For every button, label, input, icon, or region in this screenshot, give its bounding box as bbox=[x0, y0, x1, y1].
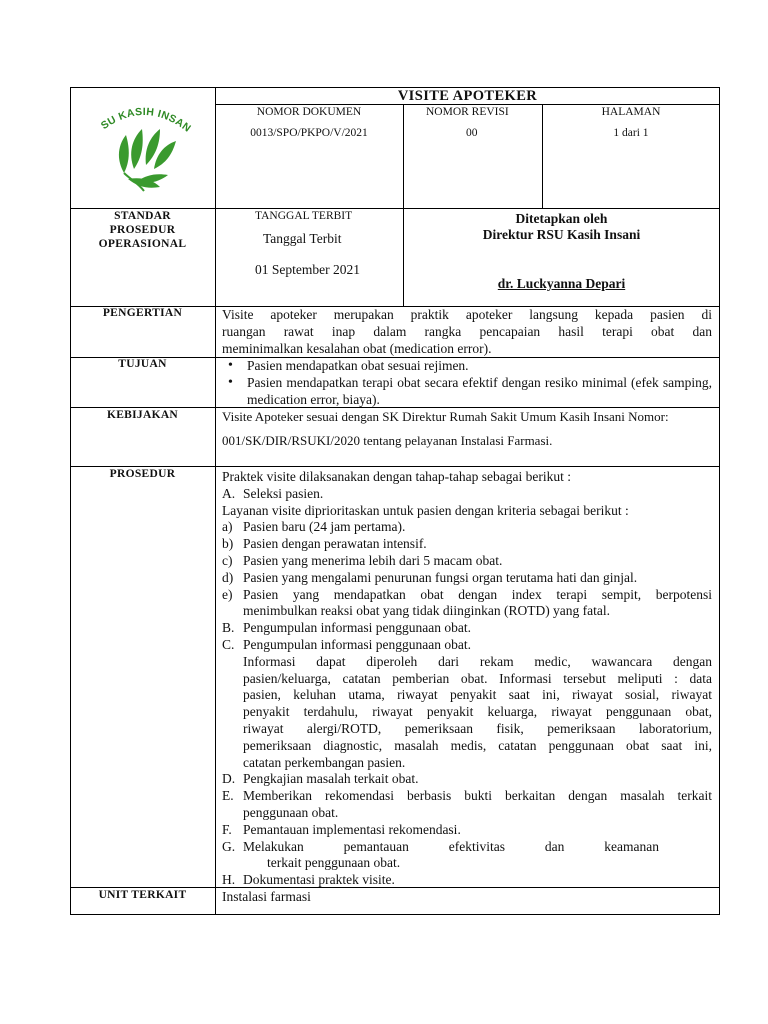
criteria-marker: b) bbox=[222, 536, 234, 552]
detail-line: Informasi dapat diperoleh dari rekam medic, wawancara dengan bbox=[243, 653, 712, 669]
list-item: • Pasien mendapatkan obat sesuai rejimen. bbox=[222, 358, 712, 375]
step-marker: G. bbox=[222, 838, 236, 854]
detail-line: pemeriksaan diagnostic, masalah medis, catatan penggunaan obat saat ini, bbox=[243, 737, 712, 753]
detail-line: catatan perkembangan pasien. bbox=[243, 754, 406, 770]
step-text-cont: penggunaan obat. bbox=[243, 804, 339, 820]
detail-line: pasien/keluarga, catatan pemberian obat. Informasi tersebut meliputi : data bbox=[243, 670, 712, 686]
logo-leaf-icon bbox=[94, 99, 194, 199]
tujuan-label: TUJUAN bbox=[118, 358, 167, 370]
prosedur-layanan: Layanan visite diprioritaskan untuk pasien dengan kriteria sebagai berikut : bbox=[222, 502, 629, 518]
pengertian-line: Visite apoteker merupakan praktik apoteker langsung kepada pasien di bbox=[222, 307, 712, 322]
unit-terkait-label: UNIT TERKAIT bbox=[98, 889, 187, 901]
step-text-cont: terkait penggunaan obat. bbox=[267, 855, 401, 871]
logo-text: SU KASIH INSAN bbox=[98, 105, 194, 135]
step-marker: F. bbox=[222, 821, 232, 837]
step-text: Pengkajian masalah terkait obat. bbox=[243, 771, 419, 787]
pengertian-label: PENGERTIAN bbox=[102, 307, 183, 319]
detail-line: penyakit terdahulu, riwayat penyakit keluarga, riwayat penggunaan obat, bbox=[243, 704, 712, 720]
pengertian-text bbox=[222, 307, 712, 357]
step-marker: E. bbox=[222, 788, 234, 804]
ditetapkan-line1: Ditetapkan oleh bbox=[515, 211, 608, 226]
hospital-logo bbox=[94, 99, 194, 199]
step-text: Pemantauan implementasi rekomendasi. bbox=[243, 821, 461, 837]
step-text: Pengumpulan informasi penggunaan obat. bbox=[243, 620, 471, 636]
step-text: Seleksi pasien. bbox=[243, 485, 324, 501]
step-c-detail bbox=[243, 654, 712, 772]
step-text: Dokumentasi praktek visite. bbox=[243, 872, 395, 888]
kebijakan-line1: Visite Apoteker sesuai dengan SK Direktur Rumah Sakit Umum Kasih Insani Nomor: bbox=[222, 409, 669, 424]
row-divider bbox=[70, 208, 720, 209]
tujuan-list bbox=[222, 358, 712, 408]
step-text: Pengumpulan informasi penggunaan obat. bbox=[243, 637, 471, 652]
tanggal-terbit-sub: Tanggal Terbit bbox=[263, 231, 342, 246]
nomor-dokumen-value: 0013/SPO/PKPO/V/2021 bbox=[250, 127, 368, 139]
criteria-text: Pasien yang mengalami penurunan fungsi organ terutama hati dan ginjal. bbox=[243, 569, 638, 585]
criteria-text: Pasien yang mendapatkan obat dengan index terapi sempit, berpotensi bbox=[243, 586, 712, 602]
halaman-label: HALAMAN bbox=[601, 106, 661, 118]
nomor-revisi-label: NOMOR REVISI bbox=[426, 106, 509, 118]
signatory-name: dr. Luckyanna Depari bbox=[497, 276, 626, 291]
spo-label-line2: PROSEDUR bbox=[109, 224, 176, 236]
row-divider bbox=[70, 887, 720, 888]
step-marker: H. bbox=[222, 872, 236, 888]
kebijakan-label: KEBIJAKAN bbox=[106, 409, 179, 421]
sop-document bbox=[70, 87, 720, 915]
step-marker: B. bbox=[222, 620, 235, 636]
step-text: Melakukan pemantauan efektivitas dan keamanan bbox=[243, 838, 659, 854]
detail-line: pasien, keluhan utama, riwayat penyakit saat ini, riwayat sosial, riwayat bbox=[243, 687, 712, 703]
nomor-dokumen-label: NOMOR DOKUMEN bbox=[256, 106, 362, 118]
kebijakan-line2: 001/SK/DIR/RSUKI/2020 tentang pelayanan Instalasi Farmasi. bbox=[222, 433, 553, 448]
step-marker: D. bbox=[222, 771, 236, 787]
criteria-marker: a) bbox=[222, 519, 233, 535]
spo-label-line1: STANDAR bbox=[114, 210, 171, 222]
criteria-text: Pasien dengan perawatan intensif. bbox=[243, 536, 427, 552]
criteria-item bbox=[222, 587, 712, 621]
criteria-text: Pasien yang menerima lebih dari 5 macam obat. bbox=[243, 553, 503, 568]
document-title: VISITE APOTEKER bbox=[397, 88, 538, 104]
step-marker: A. bbox=[222, 485, 236, 501]
criteria-text: Pasien baru (24 jam pertama). bbox=[243, 519, 406, 535]
svg-text:RSU KASIH INSANI bbox=[94, 99, 193, 135]
column-divider bbox=[542, 104, 543, 208]
step-text: Memberikan rekomendasi berbasis bukti berkaitan dengan masalah terkait bbox=[243, 788, 712, 804]
halaman-value: 1 dari 1 bbox=[613, 127, 649, 139]
unit-terkait-value: Instalasi farmasi bbox=[222, 889, 311, 904]
pengertian-line: meminimalkan kesalahan obat (medication error). bbox=[222, 340, 492, 356]
tanggal-terbit-value: 01 September 2021 bbox=[255, 262, 360, 277]
nomor-revisi-value: 00 bbox=[466, 127, 478, 139]
prosedur-intro: Praktek visite dilaksanakan dengan tahap-tahap sebagai berikut : bbox=[222, 469, 572, 484]
detail-line: riwayat alergi/ROTD, pemeriksaan fisik, pemeriksaan laboratorium, bbox=[243, 720, 712, 736]
pengertian-line: ruangan rawat inap dalam rangka pencapaian hasil terapi obat dan bbox=[222, 323, 712, 339]
criteria-text-cont: menimbulkan reaksi obat yang tidak diinginkan (ROTD) yang fatal. bbox=[243, 603, 611, 619]
tanggal-terbit-label: TANGGAL TERBIT bbox=[255, 210, 353, 222]
criteria-marker: c) bbox=[222, 553, 233, 568]
prosedur-label: PROSEDUR bbox=[109, 468, 176, 480]
criteria-marker: d) bbox=[222, 569, 234, 585]
spo-label-line3: OPERASIONAL bbox=[98, 238, 187, 250]
row-divider bbox=[70, 466, 720, 467]
column-divider bbox=[215, 87, 216, 915]
criteria-marker: e) bbox=[222, 586, 233, 602]
ditetapkan-line2: Direktur RSU Kasih Insani bbox=[482, 227, 641, 242]
step-g bbox=[222, 839, 712, 873]
step-marker: C. bbox=[222, 637, 235, 652]
step-e bbox=[222, 788, 712, 822]
list-item: • Pasien mendapatkan terapi obat secara efektif dengan resiko minimal (efek samping, medication error, biaya). bbox=[222, 375, 712, 409]
